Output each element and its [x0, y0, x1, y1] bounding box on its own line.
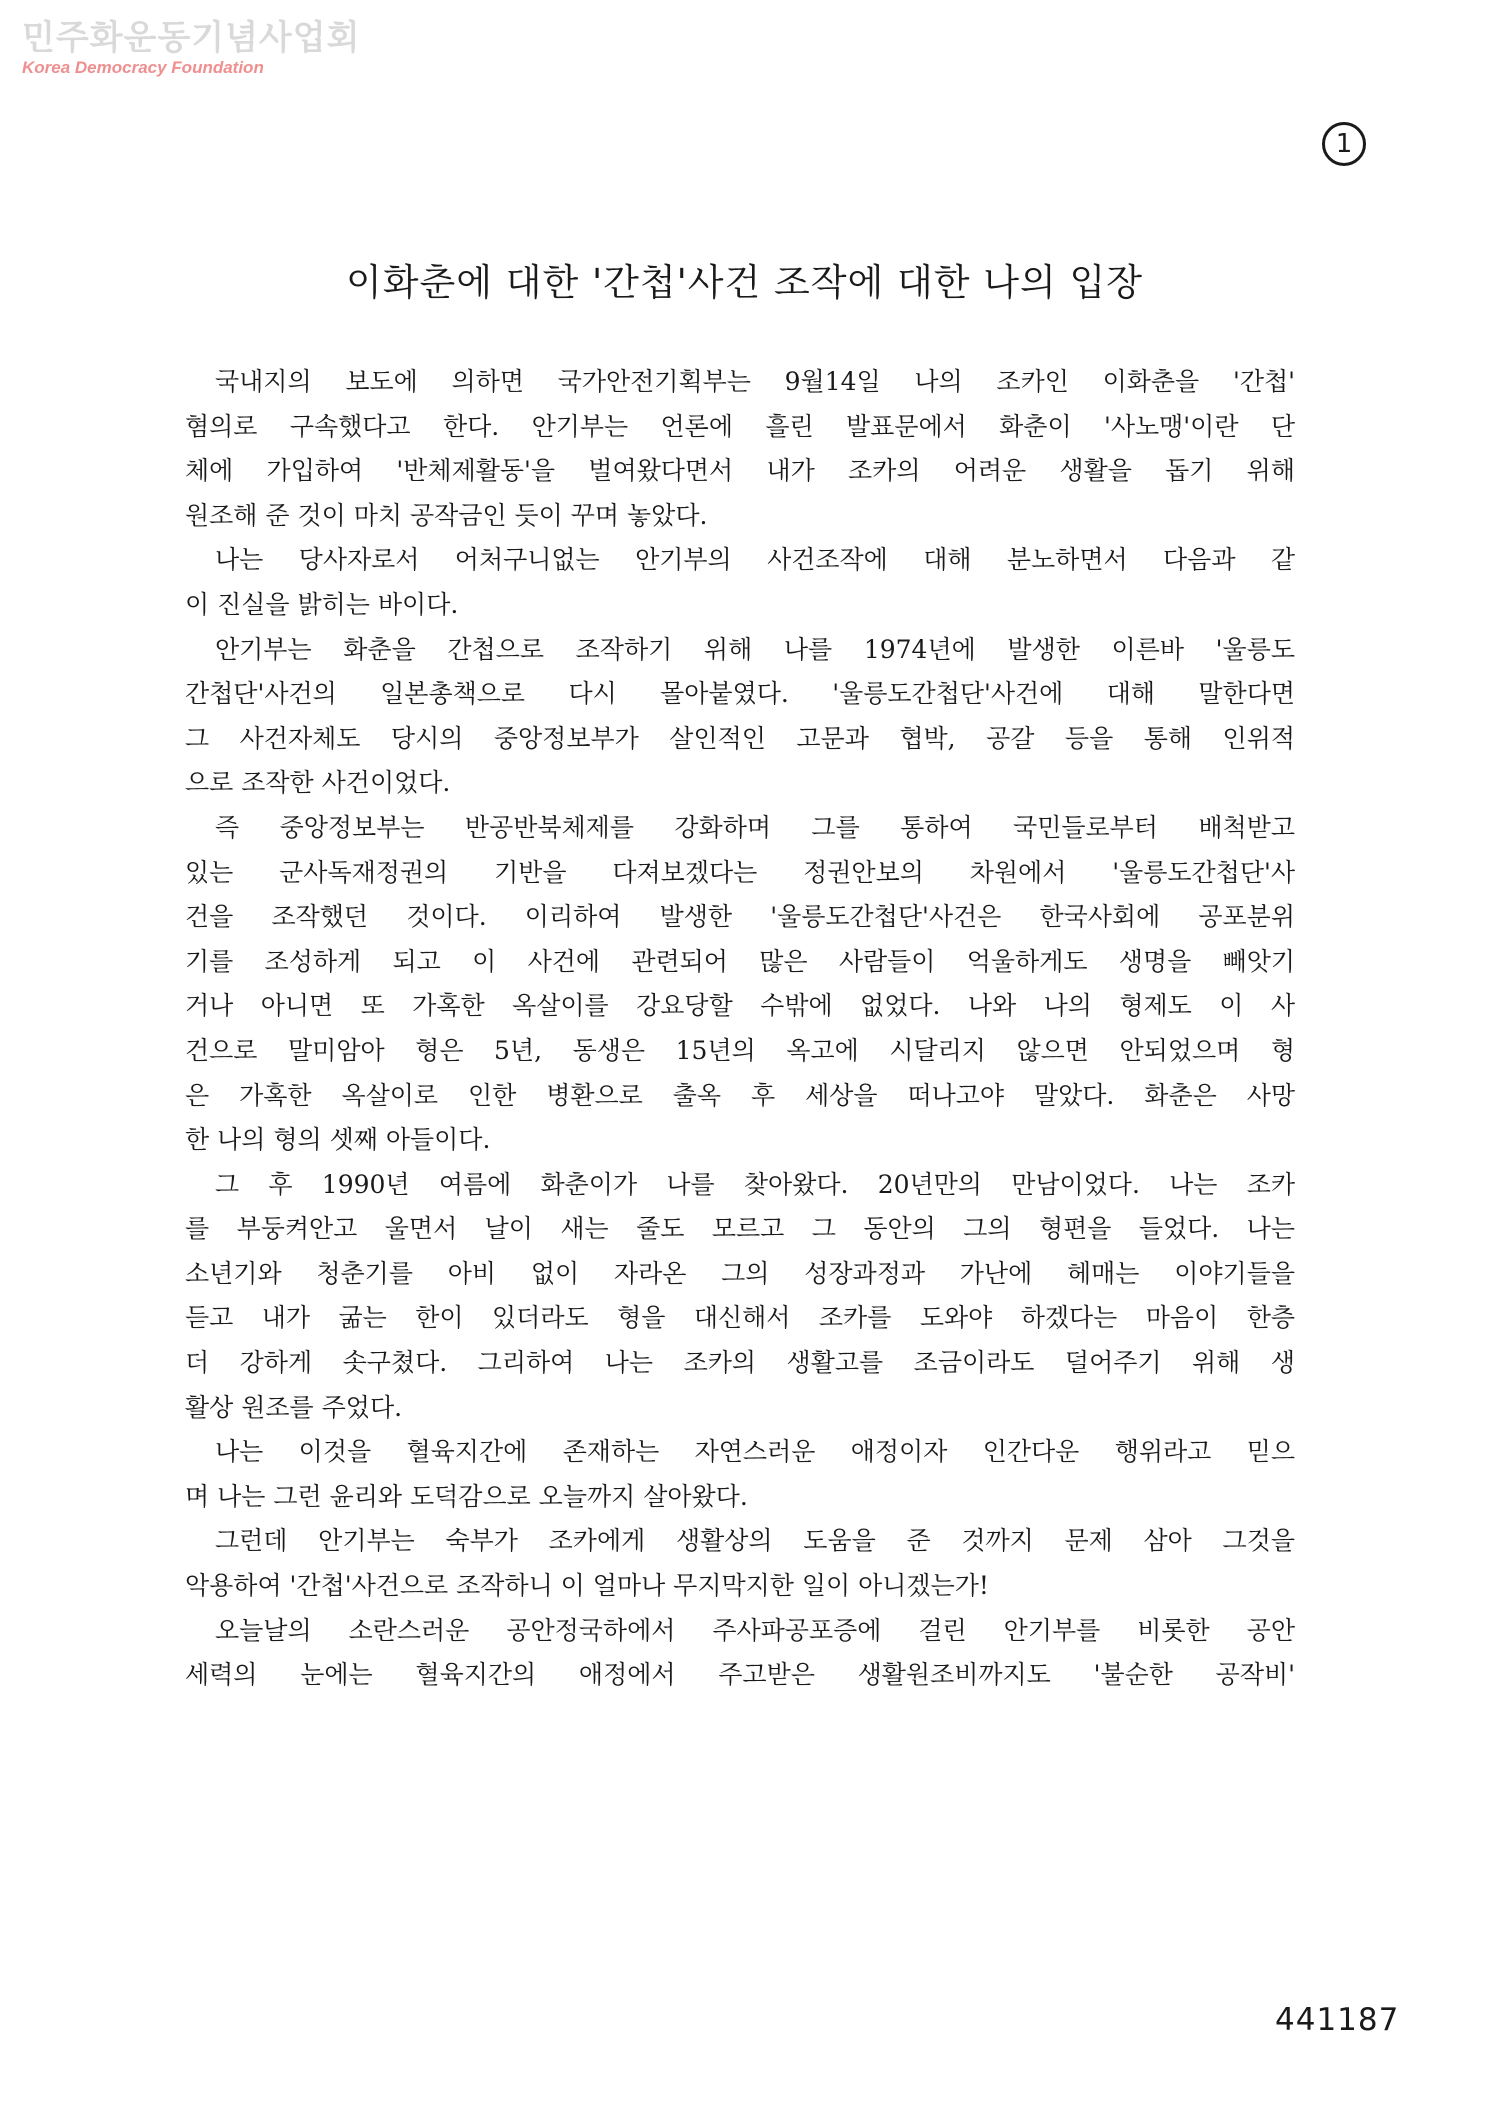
- text-line: 혐의로 구속했다고 한다. 안기부는 언론에 흘린 발표문에서 화춘이 '사노맹'이란 단: [185, 411, 1295, 441]
- text-line: 기를 조성하게 되고 이 사건에 관련되어 많은 사람들이 억울하게도 생명을 빼앗기: [185, 946, 1295, 976]
- text-line: 소년기와 청춘기를 아비 없이 자라온 그의 성장과정과 가난에 헤매는 이야기들을: [185, 1258, 1295, 1288]
- document-id: 441187: [1275, 2002, 1400, 2038]
- text-line: 은 가혹한 옥살이로 인한 병환으로 출옥 후 세상을 떠나고야 말았다. 화춘은 사망: [185, 1080, 1295, 1110]
- document-body: [185, 360, 1295, 1698]
- document-title: 이화춘에 대한 '간첩'사건 조작에 대한 나의 입장: [345, 261, 1143, 304]
- text-line: 세력의 눈에는 혈육지간의 애정에서 주고받은 생활원조비까지도 '불순한 공작비': [185, 1660, 1295, 1690]
- text-line: 한 나의 형의 셋째 아들이다.: [185, 1125, 491, 1155]
- text-line: 안기부는 화춘을 간첩으로 조작하기 위해 나를 1974년에 발생한 이른바 '울릉도: [215, 634, 1295, 664]
- text-line: 를 부둥켜안고 울면서 날이 새는 줄도 모르고 그 동안의 그의 형편을 들었다. 나는: [185, 1214, 1295, 1244]
- foundation-watermark: [22, 18, 360, 78]
- text-line: 간첩단'사건의 일본총책으로 다시 몰아붙였다. '울릉도간첩단'사건에 대해 말한다면: [185, 679, 1295, 709]
- text-line: 국내지의 보도에 의하면 국가안전기획부는 9월14일 나의 조카인 이화춘을 '간첩': [215, 367, 1295, 396]
- text-line: 체에 가입하여 '반체제활동'을 벌여왔다면서 내가 조카의 어려운 생활을 돕기 위해: [185, 456, 1295, 486]
- text-line: 으로 조작한 사건이었다.: [185, 768, 451, 798]
- text-line: 그 사건자체도 당시의 중앙정보부가 살인적인 고문과 협박, 공갈 등을 통해 인위적: [185, 723, 1295, 753]
- text-line: 듣고 내가 굶는 한이 있더라도 형을 대신해서 조카를 도와야 하겠다는 마음이 한층: [185, 1303, 1295, 1333]
- text-line: 그런데 안기부는 숙부가 조카에게 생활상의 도움을 준 것까지 문제 삼아 그것을: [215, 1526, 1295, 1556]
- watermark-english: Korea Democracy Foundation: [22, 58, 264, 77]
- text-line: 오늘날의 소란스러운 공안정국하에서 주사파공포증에 걸린 안기부를 비롯한 공안: [215, 1615, 1295, 1645]
- text-line: 거나 아니면 또 가혹한 옥살이를 강요당할 수밖에 없었다. 나와 나의 형제도 이 사: [185, 991, 1295, 1021]
- text-line: 더 강하게 솟구쳤다. 그리하여 나는 조카의 생활고를 조금이라도 덜어주기 위해 생: [185, 1348, 1295, 1378]
- text-line: 며 나는 그런 윤리와 도덕감으로 오늘까지 살아왔다.: [185, 1481, 748, 1511]
- watermark-korean: 민주화운동기념사업회: [22, 18, 361, 58]
- text-line: 건을 조작했던 것이다. 이리하여 발생한 '울릉도간첩단'사건은 한국사회에 공포분위: [185, 902, 1295, 932]
- text-line: 있는 군사독재정권의 기반을 다져보겠다는 정권안보의 차원에서 '울릉도간첩단'사: [185, 857, 1295, 887]
- text-line: 활상 원조를 주었다.: [185, 1392, 403, 1422]
- page-number: 1: [1322, 122, 1366, 166]
- text-line: 그 후 1990년 여름에 화춘이가 나를 찾아왔다. 20년만의 만남이었다. 나는 조카: [215, 1169, 1295, 1199]
- text-line: 건으로 말미암아 형은 5년, 동생은 15년의 옥고에 시달리지 않으면 안되었으며 형: [185, 1035, 1295, 1065]
- text-line: 이 진실을 밝히는 바이다.: [185, 589, 459, 619]
- text-line: 나는 당사자로서 어처구니없는 안기부의 사건조작에 대해 분노하면서 다음과 같: [215, 545, 1295, 575]
- text-line: 악용하여 '간첩'사건으로 조작하니 이 얼마나 무지막지한 일이 아니겠는가!: [185, 1571, 989, 1601]
- text-line: 즉 중앙정보부는 반공반북체제를 강화하며 그를 통하여 국민들로부터 배척받고: [215, 812, 1295, 842]
- text-line: 원조해 준 것이 마치 공작금인 듯이 꾸며 놓았다.: [185, 500, 708, 530]
- text-line: 나는 이것을 혈육지간에 존재하는 자연스러운 애정이자 인간다운 행위라고 믿으: [215, 1437, 1295, 1467]
